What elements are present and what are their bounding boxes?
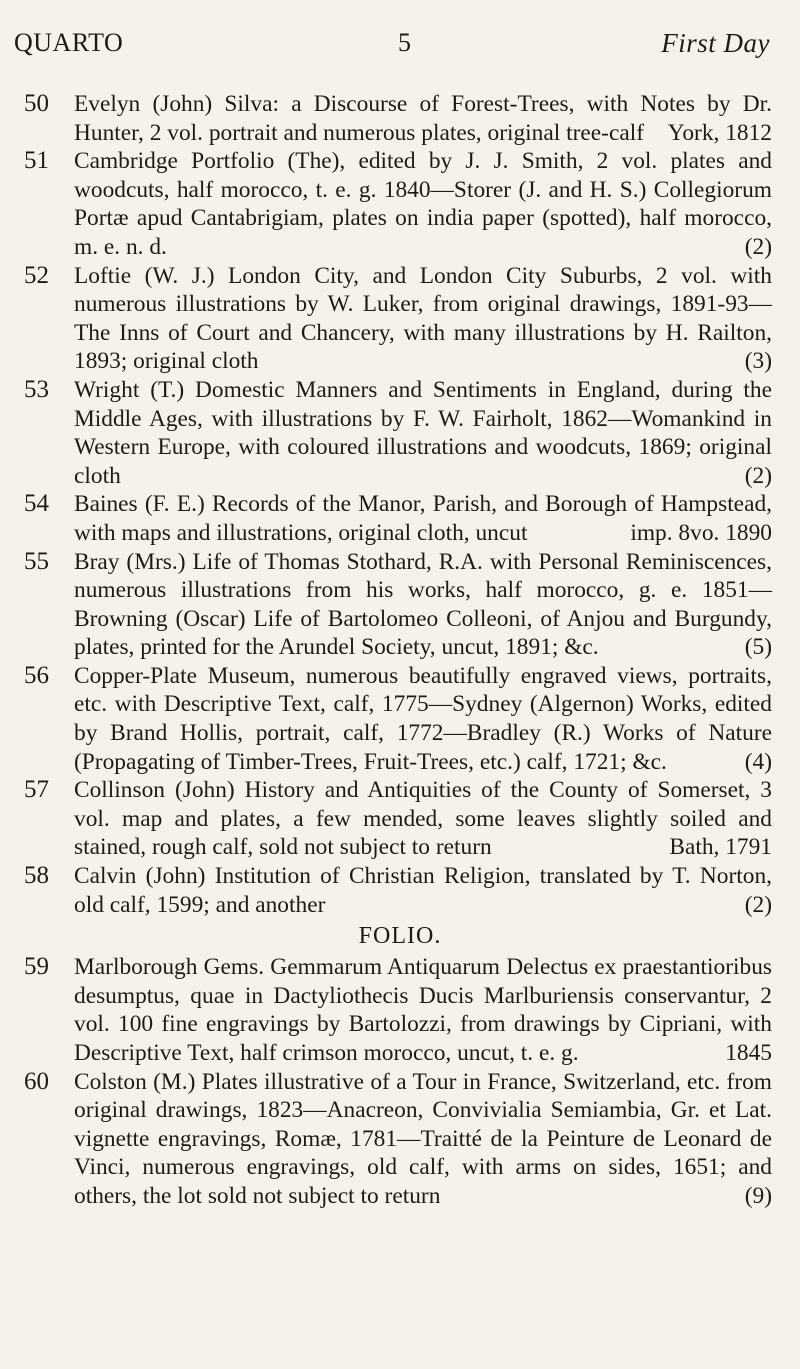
lot-reference: York, 1812 (667, 119, 772, 146)
lot-list (0, 90, 800, 1211)
section-heading-folio: FOLIO. (358, 923, 442, 950)
lot-entry (0, 776, 800, 862)
lot-description (74, 376, 772, 490)
header-sale-day: First Day (661, 28, 770, 58)
lot-text: Copper-Plate Museum, numerous beautifully engraved views, portraits, etc. with Descriptive Text, calf, 1775—Sydney (Algernon) Works, edited by Brand Hollis, portrait, calf, 1772—Bradley (R.) Works of Nature (Propagating of Timber-Trees, Fruit-Trees, etc.) calf, 1721; &c. (74, 662, 772, 775)
lot-description (74, 776, 772, 862)
lot-reference: (4) (744, 748, 772, 775)
lot-reference: (3) (744, 348, 772, 375)
lot-reference: imp. 8vo. 1890 (630, 519, 772, 546)
lot-text: Loftie (W. J.) London City, and London City Suburbs, 2 vol. with numerous illustrations by W. Luker, from original drawings, 1891-93—The Inns of Court and Chancery, with many illustrations by H. Railton, 1893; original cloth (74, 262, 772, 375)
lot-number: 53 (24, 375, 49, 403)
lot-entry (0, 1068, 800, 1211)
lot-reference: 1845 (725, 1040, 772, 1066)
lot-text: Calvin (John) Institution of Christian Religion, translated by T. Norton, old calf, 1599; and another (74, 863, 772, 918)
lot-text: Baines (F. E.) Records of the Manor, Parish, and Borough of Hampstead, with maps and illustrations, original cloth, uncut (74, 491, 772, 546)
lot-entry (0, 662, 800, 776)
lot-entry (0, 147, 800, 261)
lot-number: 59 (24, 953, 49, 981)
lot-description (74, 262, 772, 376)
lot-entry (0, 490, 800, 547)
lot-number: 55 (24, 547, 49, 575)
lot-entry (0, 953, 800, 1067)
lot-number: 54 (24, 490, 49, 518)
lot-number: 60 (24, 1067, 49, 1095)
lot-description (74, 953, 772, 1067)
lot-description (74, 662, 772, 776)
lot-number: 52 (24, 261, 49, 289)
lot-entry (0, 90, 800, 147)
lot-description (74, 548, 772, 662)
lot-entry (0, 376, 800, 490)
lot-number: 50 (24, 90, 49, 117)
lot-text: Colston (M.) Plates illustrative of a Tour in France, Switzerland, etc. from original drawings, 1823—Anacreon, Convivialia Semiambia, Gr. et Lat. vignette engravings, Romæ, 1781—Traitté de la Peinture de Leonard de Vinci, numerous engravings, old calf, with arms on sides, 1651; and others, the lot sold not subject to return (74, 1068, 772, 1209)
lot-number: 57 (24, 776, 49, 804)
lot-number: 56 (24, 661, 49, 689)
lot-text: Marlborough Gems. Gemmarum Antiquarum Delectus ex praestantioribus desumptus, quae in Dactyliothecis Ducis Marlburiensis conservantur, 2 vol. 100 fine engravings by Bartolozzi, from drawings by Cipriani, with Descriptive Text, half crimson morocco, uncut, t. e. g. (74, 954, 772, 1066)
lot-number: 51 (24, 147, 49, 175)
lot-description (74, 490, 772, 547)
page-number: 5 (398, 28, 412, 57)
lot-description (74, 1068, 772, 1211)
lot-reference: (9) (744, 1182, 772, 1209)
lot-entry (0, 548, 800, 662)
lot-reference: (5) (744, 634, 772, 661)
header-format: QUARTO (14, 28, 124, 57)
lot-text: Collinson (John) History and Antiquities of the County of Somerset, 3 vol. map and plates, a few mended, some leaves slightly soiled and stained, rough calf, sold not subject to return (74, 777, 772, 861)
lot-text: Wright (T.) Domestic Manners and Sentiments in England, during the Middle Ages, with illustrations by F. W. Fairholt, 1862—Womankind in Western Europe, with coloured illustrations and woodcuts, 1869; original cloth (74, 376, 772, 489)
lot-entry (0, 262, 800, 376)
lot-text: Bray (Mrs.) Life of Thomas Stothard, R.A. with Personal Reminiscences, numerous illustrations from his works, half morocco, g. e. 1851—Browning (Oscar) Life of Bartolomeo Colleoni, of Anjou and Burgundy, plates, printed for the Arundel Society, uncut, 1891; &c. (74, 548, 772, 661)
lot-description (74, 147, 772, 261)
lot-number: 58 (24, 862, 49, 890)
lot-reference: Bath, 1791 (669, 834, 772, 861)
lot-reference: (2) (744, 891, 772, 918)
lot-description (74, 90, 772, 147)
lot-description (74, 862, 772, 919)
lot-text: Evelyn (John) Silva: a Discourse of Forest-Trees, with Notes by Dr. Hunter, 2 vol. portrait and numerous plates, original tree-calf (74, 91, 772, 146)
lot-reference: (2) (744, 462, 772, 489)
lot-text: Cambridge Portfolio (The), edited by J. J. Smith, 2 vol. plates and woodcuts, half morocco, t. e. g. 1840—Storer (J. and H. S.) Collegiorum Portæ apud Cantabrigiam, plates on india paper (spotted), half morocco, m. e. n. d. (74, 148, 772, 260)
lot-entry (0, 862, 800, 919)
running-head (0, 28, 800, 62)
lot-reference: (2) (744, 233, 772, 260)
